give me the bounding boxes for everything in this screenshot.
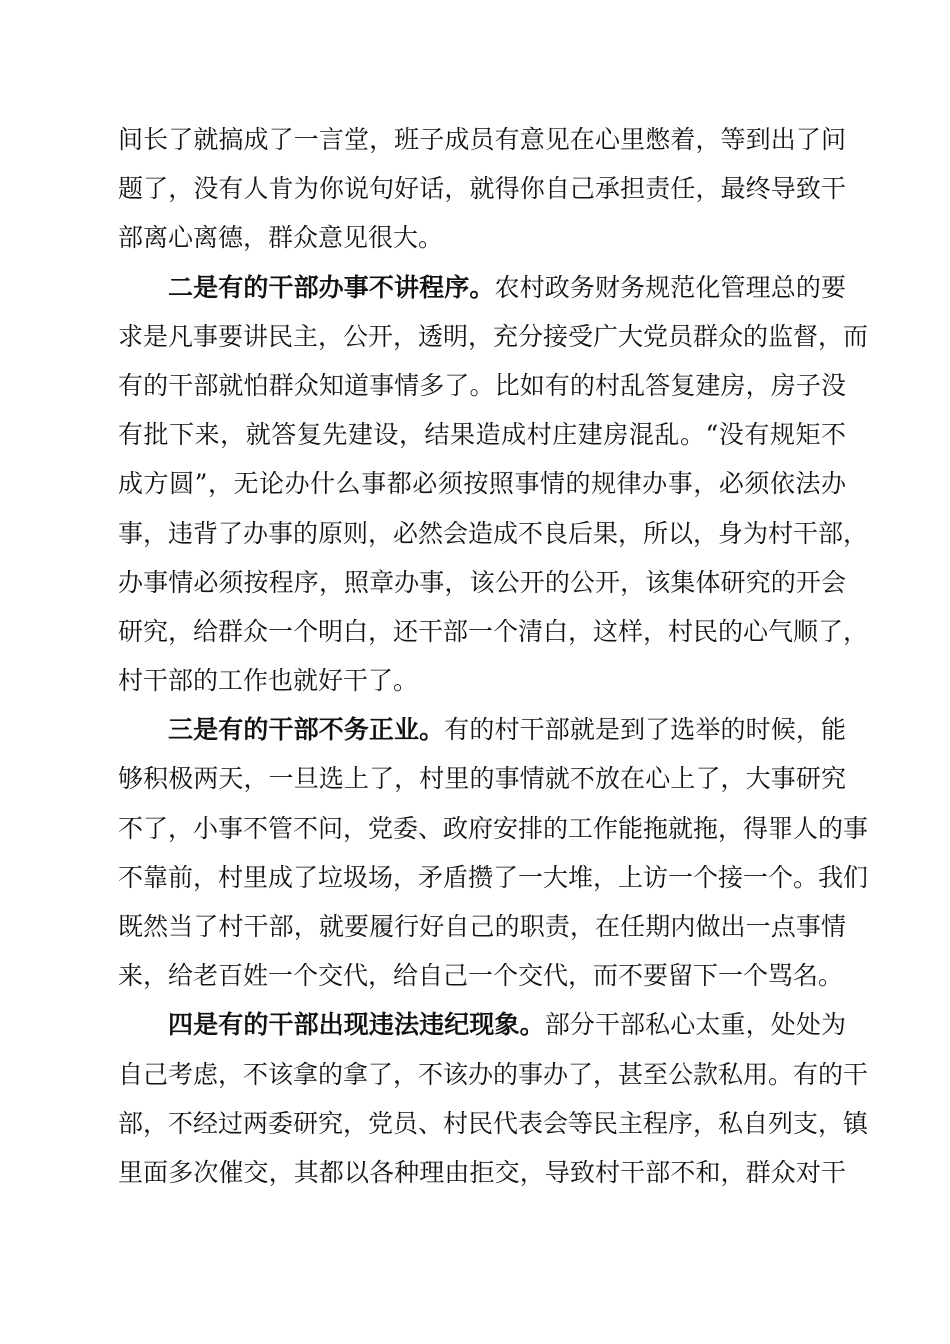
text-line: 部离心离德，群众意见很大。 [118, 223, 444, 253]
text-line: 有批下来，就答复先建设，结果造成村庄建房混乱。“没有规矩不 [118, 420, 846, 450]
document-body [118, 115, 869, 1197]
text-run: 农村政务财务规范化管理总的要 [494, 272, 846, 302]
text-line: 不了，小事不管不问，党委、政府安排的工作能拖就拖，得罪人的事 [118, 813, 869, 843]
text-line [118, 705, 846, 754]
paragraph-procedure [118, 263, 869, 706]
text-line: 间长了就搞成了一言堂，班子成员有意见在心里憋着，等到出了问 [118, 125, 846, 154]
text-line: 成方圆”，无论办什么事都必须按照事情的规律办事，必须依法办 [118, 469, 846, 499]
text-line: 来，给老百姓一个交代，给自己一个交代，而不要留下一个骂名。 [118, 961, 844, 991]
text-line: 够积极两天，一旦选上了，村里的事情就不放在心上了，大事研究 [118, 764, 846, 794]
paragraph-continuation [118, 115, 846, 263]
text-line: 有的干部就怕群众知道事情多了。比如有的村乱答复建房，房子没 [118, 370, 846, 400]
text-line: 办事情必须按程序，照章办事，该公开的公开，该集体研究的开会 [118, 567, 846, 597]
text-line [118, 1000, 846, 1049]
text-line: 求是凡事要讲民主，公开，透明，充分接受广大党员群众的监督，而 [118, 321, 869, 351]
paragraph-heading: 二是有的干部办事不讲程序。 [168, 272, 495, 302]
text-line: 研究，给群众一个明白，还干部一个清白，这样，村民的心气顺了， [118, 616, 869, 646]
paragraph-heading: 三是有的干部不务正业。 [168, 715, 445, 745]
paragraph-heading: 四是有的干部出现违法违纪现象。 [168, 1010, 545, 1040]
text-line: 题了，没有人肯为你说句好话，就得你自己承担责任，最终导致干 [118, 174, 846, 204]
paragraph-discipline [118, 1000, 869, 1197]
text-run: 部分干部私心太重，处处为 [544, 1010, 846, 1040]
text-line: 自己考虑，不该拿的拿了，不该办的事办了，甚至公款私用。有的干 [118, 1059, 869, 1089]
text-line [118, 263, 846, 312]
text-run: 有的村干部就是到了选举的时候，能 [444, 715, 846, 745]
text-line: 里面多次催交，其都以各种理由拒交，导致村干部不和，群众对干 [118, 1157, 846, 1187]
text-line: 村干部的工作也就好干了。 [118, 666, 419, 696]
text-line: 既然当了村干部，就要履行好自己的职责，在任期内做出一点事情 [118, 912, 846, 941]
text-line: 事，违背了办事的原则，必然会造成不良后果，所以，身为村干部， [118, 518, 869, 548]
text-line: 不靠前，村里成了垃圾场，矛盾攒了一大堆，上访一个接一个。我们 [118, 862, 869, 892]
text-line: 部，不经过两委研究，党员、村民代表会等民主程序，私自列支，镇 [118, 1108, 869, 1138]
paragraph-duty [118, 705, 869, 1000]
